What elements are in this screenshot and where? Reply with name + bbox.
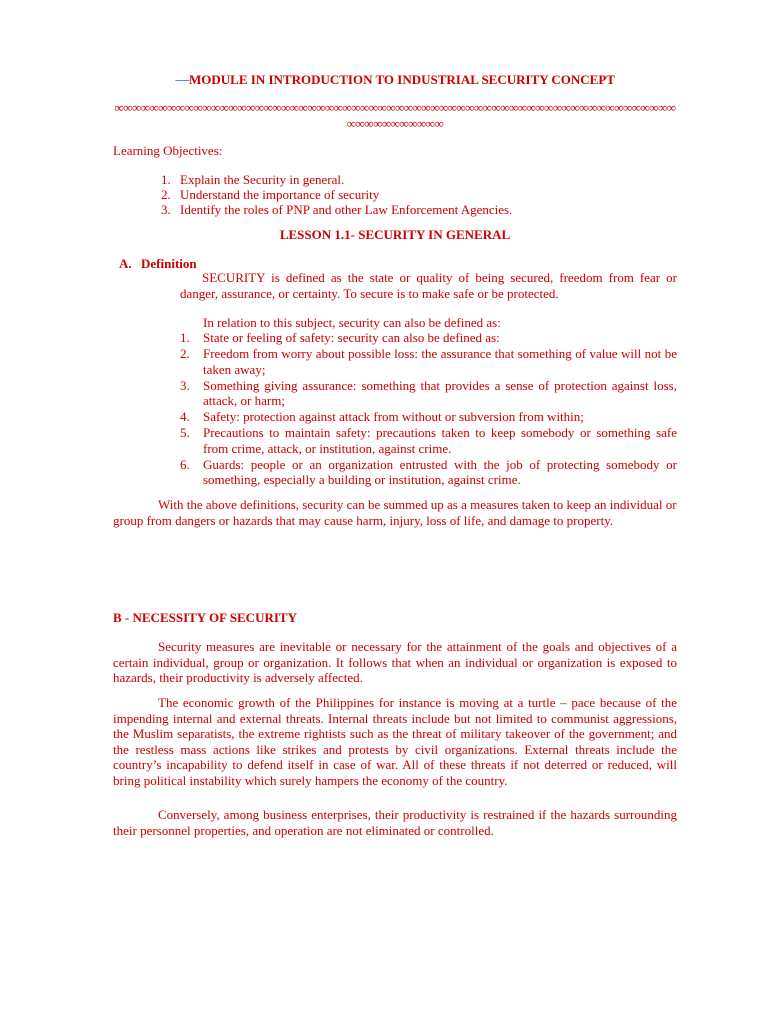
item-text: Guards: people or an organization entrusted with the job of protecting somebody or something, especially a building or institution, against crime. bbox=[203, 456, 677, 487]
list-item bbox=[161, 187, 512, 202]
section-a-title: Definition bbox=[141, 256, 197, 271]
item-text: Safety: protection against attack from without or subversion from within; bbox=[203, 409, 584, 424]
summary-paragraph bbox=[113, 497, 677, 528]
item-number: 1. bbox=[161, 172, 171, 187]
list-item bbox=[180, 346, 677, 377]
necessity-paragraph-2 bbox=[113, 695, 677, 788]
item-text: Freedom from worry about possible loss: the assurance that something of value will not be taken away; bbox=[203, 346, 677, 377]
list-item bbox=[180, 330, 677, 346]
list-item bbox=[180, 457, 677, 488]
section-b-heading: B - NECESSITY OF SECURITY bbox=[113, 610, 297, 625]
list-item bbox=[180, 378, 677, 409]
item-number: 5. bbox=[180, 425, 190, 440]
item-text: Explain the Security in general. bbox=[180, 172, 345, 187]
paragraph-text: Security measures are inevitable or necessary for the attainment of the goals and objectives of a certain individual, group or organization. It follows that when an individual or organization is exposed to hazards, their productivity is adversely affected. bbox=[113, 639, 677, 685]
item-text: State or feeling of safety: security can also be defined as: bbox=[203, 330, 500, 345]
item-text: Precautions to maintain safety: precautions taken to keep somebody or something safe from crime, attack, or institution, against crime. bbox=[203, 425, 677, 456]
learning-objectives-heading: Learning Objectives: bbox=[113, 143, 223, 158]
item-number: 1. bbox=[180, 330, 190, 345]
paragraph-text: The economic growth of the Philippines for instance is moving at a turtle – pace because of the impending internal and external threats. Internal threats include but not limited to communist aggressions, the Muslim separatists, the extreme rightists such as the threat of military takeover of the government; and the restless mass actions like strikes and protests by civil organizations. External threats include the country’s incapability to defend itself in case of war. All of these threats if not deterred or reduced, will bring political instability which surely hampers the economy of the country. bbox=[113, 695, 677, 788]
list-item bbox=[161, 202, 512, 217]
summary-text: With the above definitions, security can be summed up as a measures taken to keep an individual or group from dangers or hazards that may cause harm, injury, loss of life, and damage to property. bbox=[113, 497, 677, 528]
item-number: 4. bbox=[180, 409, 190, 424]
definition-paragraph bbox=[180, 270, 677, 301]
item-number: 2. bbox=[161, 187, 171, 202]
item-number: 6. bbox=[180, 456, 190, 472]
item-text: Identify the roles of PNP and other Law Enforcement Agencies. bbox=[180, 202, 513, 217]
item-number: 3. bbox=[161, 202, 171, 217]
item-number: 3. bbox=[180, 377, 190, 393]
learning-objectives-list bbox=[161, 172, 512, 217]
item-number: 2. bbox=[180, 346, 190, 361]
module-title-text: MODULE IN INTRODUCTION TO INDUSTRIAL SECURITY CONCEPT bbox=[189, 72, 615, 87]
relation-intro: In relation to this subject, security can also be defined as: bbox=[203, 315, 501, 330]
list-item bbox=[161, 172, 512, 187]
item-text: Understand the importance of security bbox=[180, 187, 380, 202]
infinity-divider: ∞∞∞∞∞∞∞∞∞∞∞∞∞∞∞∞∞∞∞∞∞∞∞∞∞∞∞∞∞∞∞∞∞∞∞∞∞∞∞∞∞∞∞∞∞∞∞∞∞∞∞∞∞∞∞∞∞∞∞∞∞∞∞∞∞∞∞∞∞∞∞∞∞∞∞ bbox=[114, 100, 676, 131]
list-item bbox=[180, 409, 677, 425]
list-item bbox=[180, 425, 677, 456]
module-title bbox=[113, 72, 677, 89]
title-dash-marker: ------ bbox=[175, 75, 190, 86]
necessity-paragraph-3 bbox=[113, 807, 677, 838]
definition-text: SECURITY is defined as the state or quality of being secured, freedom from fear or danger, assurance, or certainty. To secure is to make safe or be protected. bbox=[180, 270, 677, 301]
paragraph-text: Conversely, among business enterprises, their productivity is restrained if the hazards surrounding their personnel properties, and operation are not eliminated or controlled. bbox=[113, 807, 677, 838]
necessity-paragraph-1 bbox=[113, 639, 677, 686]
item-text: Something giving assurance: something that provides a sense of protection against loss, attack, or harm; bbox=[203, 377, 677, 408]
definitions-list bbox=[180, 330, 677, 488]
lesson-title: LESSON 1.1- SECURITY IN GENERAL bbox=[279, 227, 511, 242]
section-a-number: A. bbox=[119, 256, 132, 271]
